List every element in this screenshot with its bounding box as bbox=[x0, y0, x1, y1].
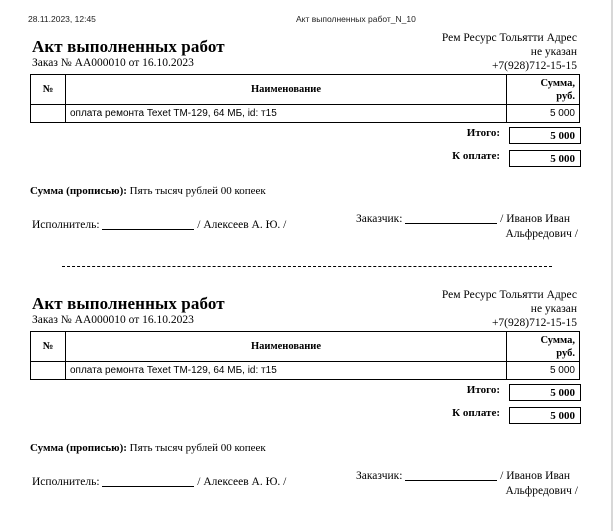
executor-signature bbox=[32, 219, 286, 231]
row-number bbox=[31, 105, 66, 123]
row-name: оплата ремонта Texet TM-129, 64 МБ, id: т15 bbox=[66, 362, 507, 380]
column-header-number: № bbox=[31, 332, 66, 362]
column-header-name: Наименование bbox=[66, 332, 507, 362]
column-header-name: Наименование bbox=[66, 75, 507, 105]
row-name: оплата ремонта Texet TM-129, 64 МБ, id: т15 bbox=[66, 105, 507, 123]
company-line-1: Рем Ресурс Тольятти Адрес bbox=[441, 32, 577, 44]
company-line-3: +7(928)712-15-15 bbox=[491, 60, 577, 72]
company-info bbox=[397, 288, 577, 330]
row-number bbox=[31, 362, 66, 380]
cut-line-divider bbox=[62, 266, 552, 267]
executor-signature bbox=[32, 476, 286, 488]
column-header-sum bbox=[507, 332, 580, 362]
company-line-1: Рем Ресурс Тольятти Адрес bbox=[441, 289, 577, 301]
customer-signature-line bbox=[405, 223, 497, 224]
act-title: Акт выполненных работ bbox=[32, 37, 225, 56]
company-line-2: не указан bbox=[530, 46, 577, 58]
table-header-row bbox=[31, 75, 580, 105]
customer-name-2: Альфредович / bbox=[505, 228, 578, 240]
amount-in-words-label: Сумма (прописью): bbox=[30, 185, 127, 197]
amount-in-words bbox=[30, 442, 266, 454]
customer-signature-line bbox=[405, 480, 497, 481]
pay-value: 5 000 bbox=[509, 407, 581, 424]
total-value: 5 000 bbox=[509, 384, 581, 401]
pay-value: 5 000 bbox=[509, 150, 581, 167]
table-row bbox=[31, 362, 580, 380]
customer-signature bbox=[356, 213, 570, 225]
sum-header-line-2: руб. bbox=[556, 347, 575, 359]
company-line-2: не указан bbox=[530, 303, 577, 315]
print-header bbox=[0, 14, 613, 26]
print-document-title: Акт выполненных работ_N_10 bbox=[296, 14, 416, 24]
amount-in-words-value: Пять тысяч рублей 00 копеек bbox=[129, 185, 266, 197]
act-document-2 bbox=[28, 289, 583, 509]
order-line: Заказ № АА000010 от 16.10.2023 bbox=[32, 314, 194, 326]
services-table bbox=[30, 74, 580, 123]
amount-in-words-value: Пять тысяч рублей 00 копеек bbox=[129, 442, 266, 454]
act-title: Акт выполненных работ bbox=[32, 294, 225, 313]
column-header-number: № bbox=[31, 75, 66, 105]
pay-label: К оплате: bbox=[452, 150, 500, 162]
customer-label: Заказчик: bbox=[356, 213, 403, 225]
executor-signature-line bbox=[102, 486, 194, 487]
customer-name-2: Альфредович / bbox=[505, 485, 578, 497]
order-line: Заказ № АА000010 от 16.10.2023 bbox=[32, 57, 194, 69]
customer-label: Заказчик: bbox=[356, 470, 403, 482]
executor-name: / Алексеев А. Ю. / bbox=[197, 219, 287, 231]
amount-in-words bbox=[30, 185, 266, 197]
executor-name: / Алексеев А. Ю. / bbox=[197, 476, 287, 488]
row-sum: 5 000 bbox=[507, 105, 580, 123]
act-document-1 bbox=[28, 32, 583, 252]
pay-label: К оплате: bbox=[452, 407, 500, 419]
sum-header-line-1: Сумма, bbox=[540, 77, 575, 89]
amount-in-words-label: Сумма (прописью): bbox=[30, 442, 127, 454]
executor-label: Исполнитель: bbox=[32, 476, 100, 488]
total-label: Итого: bbox=[466, 384, 500, 396]
total-label: Итого: bbox=[466, 127, 500, 139]
total-value: 5 000 bbox=[509, 127, 581, 144]
company-info bbox=[397, 31, 577, 73]
customer-name-1: / Иванов Иван bbox=[500, 470, 570, 482]
customer-signature bbox=[356, 470, 570, 482]
print-date: 28.11.2023, 12:45 bbox=[28, 14, 96, 24]
table-header-row bbox=[31, 332, 580, 362]
customer-name-1: / Иванов Иван bbox=[500, 213, 570, 225]
column-header-sum bbox=[507, 75, 580, 105]
executor-signature-line bbox=[102, 229, 194, 230]
company-line-3: +7(928)712-15-15 bbox=[491, 317, 577, 329]
table-row bbox=[31, 105, 580, 123]
sum-header-line-2: руб. bbox=[556, 90, 575, 102]
row-sum: 5 000 bbox=[507, 362, 580, 380]
sum-header-line-1: Сумма, bbox=[540, 334, 575, 346]
services-table bbox=[30, 331, 580, 380]
executor-label: Исполнитель: bbox=[32, 219, 100, 231]
